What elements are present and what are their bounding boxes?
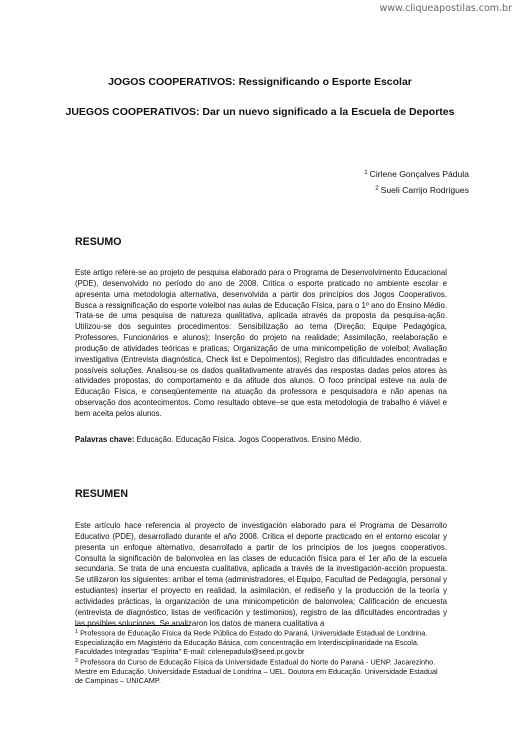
footnote-1-text: Professora de Educação Física da Rede Pública do Estado do Paraná. Universidade Estadual de Londrina. Especialização em Magistério da Educação Básica, com concentração em Interdisciplinaridade na Escola. Faculdades Integradas "Espírita" E-mail: cirlenepadula@seed.pr.gov.br — [75, 628, 428, 657]
author-2-name: Sueli Carrijo Rodrigues — [380, 185, 469, 195]
footnote-2 — [75, 657, 447, 686]
author-1-mark: 1 — [364, 170, 368, 176]
footnotes — [75, 625, 447, 685]
footnote-rule — [75, 625, 190, 626]
resumo-text: Este artigo refere-se ao projeto de pesquisa elaborado para o Programa de Desenvolvimento Educacional (PDE), desenvolvido no período do ano de 2008. Critica o esporte praticado no ambiente escolar e apresenta uma metodologia alternativa, desenvolvida a partir dos princípios dos Jogos Cooperativos. Busca a ressignificação do esporte voleibol nas aulas de Educação Física, para o 1º ano do Ensino Médio. Trata-se de uma pesquisa de natureza qualitativa, aplicada através da proposta da pesquisa-ação. Utilizou-se dos seguintes procedimentos: Sensibilização ao tema (Direção; Equipe Pedagógica, Professores, Funcionários e alunos); Inserção do projeto na realidade; Assimilação, reelaboração e produção de atividades teóricas e praticas; Organização de uma minicompetição de voleibol; Avaliação investigativa (Entrevista diagnóstica, Check list e Depoimentos); Registro das dificuldades encontradas e possíveis soluções. Analisou-se os dados qualitativamente através das respostas dadas pelos atores às atividades propostas, do comportamento e da atitude dos alunos. O foco principal esteve na aula de Educação Física, e conseqüentemente na atuação da professora e pesquisadora e não apenas na observação dos acontecimentos. Como resultado obteve–se que esta metodologia de trabalho é viável e bem aceita pelos alunos. — [75, 268, 447, 418]
watermark: www.cliqueapostilas.com.br — [379, 3, 512, 14]
title-portuguese: JOGOS COOPERATIVOS: Ressignificando o Esporte Escolar — [108, 76, 412, 88]
footnote-1-mark: 1 — [75, 629, 79, 635]
title-spanish: JUEGOS COOPERATIVOS: Dar un nuevo significado a la Escuela de Deportes — [65, 106, 455, 118]
footnote-2-text: Professora do Curso de Educação Física da Universidade Estadual do Norte do Paraná - UENP. Jacarezinho. Mestre em Educação. Universidade Estadual de Londrina – UEL. Doutora em Educação. Universidade Estadual de Campinas – UNICAMP. — [75, 657, 438, 686]
resumen-text: Este artículo hace referencia al proyecto de investigación elaborado para el Programa de Desarrollo Educativo (PDE), desarrollado durante el año 2008. Critica el deporte practicado en el entorno escolar y presenta un enfoque alternativo, desarrollado a partir de los principios de los juegos cooperativos. Consulta la significación de balonvolea en las clases de educación física para el 1er año de la escuela secundaria. Se trata de una encuesta cualitativa, aplicada a través de la investigación-acción propuesta. Se utilizaron los siguientes: arribar el tema (administradores, el Equipo, Facultad de Pedagogía, personal y estudiantes) insertar el proyecto en realidad, la asimilación, el rediseño y la producción de la teoría y actividades prácticas, la organización de una minicompetición de balonvolea; Calificación de encuesta (entrevista de diagnóstico, listas de verificación y testimonios), registro de las dificultades encontradas y las posibles soluciones. Se analizaron los datos de manera cualitativa a — [75, 521, 447, 628]
resumen-heading: RESUMEN — [75, 488, 128, 500]
footnote-2-mark: 2 — [75, 657, 79, 664]
author-2 — [364, 182, 469, 198]
author-1 — [364, 166, 469, 182]
author-1-name: Cirlene Gonçalves Pádula — [369, 169, 469, 179]
authors-block — [364, 166, 469, 198]
keywords-list: Educação. Educação Física. Jogos Cooperativos. Ensino Médio. — [136, 435, 362, 444]
keywords-label: Palavras chave: — [75, 435, 135, 444]
resumo-heading: RESUMO — [75, 236, 122, 248]
author-2-mark: 2 — [375, 186, 379, 192]
keywords-line — [75, 435, 447, 446]
footnote-1 — [75, 628, 447, 657]
